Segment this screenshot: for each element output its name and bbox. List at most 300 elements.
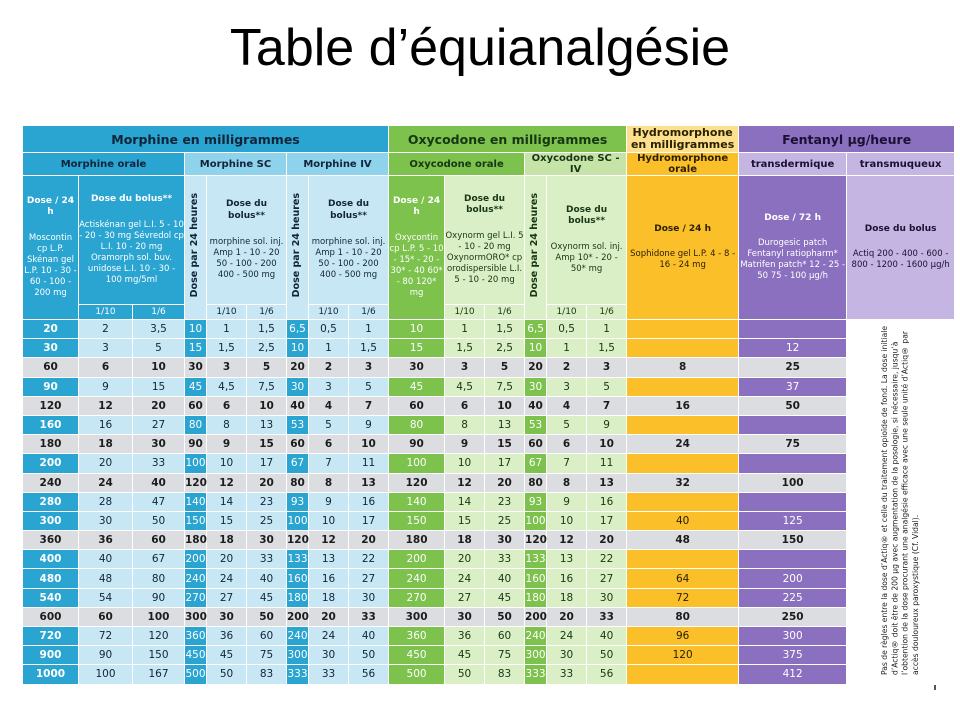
table-cell: 8 (207, 415, 247, 434)
table-cell: 14 (445, 492, 485, 511)
table-cell: 13 (485, 415, 525, 434)
table-cell: 15 (389, 339, 445, 358)
table-row (23, 531, 955, 550)
fent-td-header: Dose / 72 h Durogesic patch Fentanyl ratiopharm* Matrifen patch* 12 - 25 - 50 75 - 100 µg/h (739, 176, 847, 320)
table-cell: 9 (547, 492, 587, 511)
table-cell: 900 (23, 646, 79, 665)
table-cell: 50 (247, 607, 287, 626)
table-cell: 56 (349, 665, 389, 684)
table-cell: 5 (547, 415, 587, 434)
table-cell: 12 (309, 531, 349, 550)
table-cell: 80 (389, 415, 445, 434)
table-cell: 32 (627, 473, 739, 492)
table-cell: 45 (389, 377, 445, 396)
table-cell: 10 (445, 454, 485, 473)
table-cell: 8 (547, 473, 587, 492)
table-cell: 18 (445, 531, 485, 550)
table-cell: 10 (349, 435, 389, 454)
table-cell: 75 (247, 646, 287, 665)
table-row (23, 435, 955, 454)
table-cell: 27 (133, 415, 185, 434)
table-cell: 20 (349, 531, 389, 550)
table-cell: 17 (485, 454, 525, 473)
oxy-orale-24h-header: Dose / 24 h Oxycontin cp L.P. 5 - 10 - 15* - 20 - 30* - 40 60* - 80 120* mg (389, 176, 445, 320)
table-cell: 24 (547, 627, 587, 646)
table-cell (739, 454, 847, 473)
table-cell: 1 (207, 320, 247, 339)
table-cell: 50 (485, 607, 525, 626)
table-cell: 1,5 (247, 320, 287, 339)
table-cell: 120 (525, 531, 547, 550)
table-cell: 53 (525, 415, 547, 434)
table-cell: 2,5 (247, 339, 287, 358)
table-cell: 20 (525, 358, 547, 377)
table-cell: 30 (309, 646, 349, 665)
table-cell: 20 (587, 531, 627, 550)
group-morphine: Morphine en milligrammes (23, 126, 389, 153)
table-cell: 90 (133, 588, 185, 607)
table-cell: 83 (247, 665, 287, 684)
table-cell (627, 415, 739, 434)
fraction-sixth: 1/6 (349, 305, 389, 320)
table-cell: 56 (587, 665, 627, 684)
table-cell: 60 (485, 627, 525, 646)
table-cell: 10 (247, 396, 287, 415)
table-cell: 33 (485, 550, 525, 569)
fraction-sixth: 1/6 (133, 305, 185, 320)
table-cell: 9 (207, 435, 247, 454)
table-cell: 20 (445, 550, 485, 569)
table-cell: 4,5 (207, 377, 247, 396)
table-cell: 0,5 (547, 320, 587, 339)
table-cell: 90 (389, 435, 445, 454)
table-cell: 15 (247, 435, 287, 454)
table-cell: 25 (247, 511, 287, 530)
table-cell: 13 (247, 415, 287, 434)
group-oxycodone: Oxycodone en milligrammes (389, 126, 627, 153)
morph-sc-dose24-header: Dose par 24 heures (185, 176, 207, 320)
table-cell: 100 (389, 454, 445, 473)
table-cell: 720 (23, 627, 79, 646)
table-cell: 300 (739, 627, 847, 646)
table-cell: 240 (389, 569, 445, 588)
table-cell: 60 (287, 435, 309, 454)
oxy-sc-dose24-header: Dose par 24 heures (525, 176, 547, 320)
table-cell: 200 (739, 569, 847, 588)
table-cell: 7 (309, 454, 349, 473)
table-cell: 5 (309, 415, 349, 434)
table-cell: 22 (349, 550, 389, 569)
table-cell: 180 (287, 588, 309, 607)
table-cell: 45 (247, 588, 287, 607)
table-row (23, 454, 955, 473)
table-cell (627, 550, 739, 569)
table-cell: 20 (23, 320, 79, 339)
table-cell: 450 (389, 646, 445, 665)
table-cell: 48 (79, 569, 133, 588)
table-cell: 30 (485, 531, 525, 550)
fraction-sixth: 1/6 (587, 305, 627, 320)
table-cell (627, 454, 739, 473)
table-cell: 18 (547, 588, 587, 607)
table-cell: 450 (185, 646, 207, 665)
table-cell: 16 (309, 569, 349, 588)
fraction-tenth: 1/10 (547, 305, 587, 320)
table-cell: 8 (309, 473, 349, 492)
table-cell: 10 (287, 339, 309, 358)
table-cell: 333 (525, 665, 547, 684)
table-cell: 1 (445, 320, 485, 339)
table-cell: 90 (79, 646, 133, 665)
subgroup-transdermique: transdermique (739, 153, 847, 176)
table-cell: 100 (79, 665, 133, 684)
table-cell: 4 (547, 396, 587, 415)
table-cell: 50 (587, 646, 627, 665)
table-cell: 2,5 (485, 339, 525, 358)
table-cell: 2 (79, 320, 133, 339)
morph-sc-bolus-header: Dose du bolus** morphine sol. inj. Amp 1 - 10 - 20 50 - 100 - 200 400 - 500 mg (207, 176, 287, 305)
table-cell: 17 (587, 511, 627, 530)
table-cell: 100 (185, 454, 207, 473)
table-cell: 5 (587, 377, 627, 396)
table-cell: 24 (79, 473, 133, 492)
table-cell: 6,5 (525, 320, 547, 339)
table-cell: 15 (133, 377, 185, 396)
dose-rows (23, 320, 955, 685)
table-cell: 120 (185, 473, 207, 492)
table-cell: 20 (287, 358, 309, 377)
table-cell: 360 (389, 627, 445, 646)
table-cell: 140 (389, 492, 445, 511)
table-cell: 3 (207, 358, 247, 377)
table-cell: 12 (207, 473, 247, 492)
table-cell: 67 (133, 550, 185, 569)
table-cell: 60 (389, 396, 445, 415)
table-cell: 40 (247, 569, 287, 588)
table-cell: 3,5 (133, 320, 185, 339)
table-cell: 20 (485, 473, 525, 492)
table-cell: 600 (23, 607, 79, 626)
fraction-tenth: 1/10 (79, 305, 133, 320)
table-cell: 45 (485, 588, 525, 607)
table-cell: 93 (525, 492, 547, 511)
table-cell: 120 (287, 531, 309, 550)
table-cell: 160 (287, 569, 309, 588)
table-cell: 25 (485, 511, 525, 530)
table-cell: 250 (739, 607, 847, 626)
table-cell: 500 (389, 665, 445, 684)
table-cell: 6 (445, 396, 485, 415)
table-cell: 7,5 (247, 377, 287, 396)
table-cell: 300 (287, 646, 309, 665)
table-cell: 40 (349, 627, 389, 646)
table-cell: 48 (627, 531, 739, 550)
table-cell: 280 (23, 492, 79, 511)
table-cell: 120 (627, 646, 739, 665)
table-cell: 1,5 (349, 339, 389, 358)
table-cell: 50 (207, 665, 247, 684)
table-cell: 180 (23, 435, 79, 454)
table-cell: 1 (587, 320, 627, 339)
table-cell: 20 (247, 473, 287, 492)
table-cell: 0,5 (309, 320, 349, 339)
table-cell: 33 (349, 607, 389, 626)
table-cell: 33 (309, 665, 349, 684)
group-hydromorphone: Hydromorphone en milligrammes (627, 126, 739, 153)
table-row (23, 492, 955, 511)
table-cell: 64 (627, 569, 739, 588)
group-fentanyl: Fentanyl µg/heure (739, 126, 955, 153)
table-cell: 25 (739, 358, 847, 377)
table-cell: 30 (185, 358, 207, 377)
table-cell (627, 665, 739, 684)
table-cell: 40 (485, 569, 525, 588)
table-cell: 1,5 (207, 339, 247, 358)
table-cell: 20 (79, 454, 133, 473)
hydro-24h-header: Dose / 24 h Sophidone gel L.P. 4 - 8 - 16 - 24 mg (627, 176, 739, 320)
table-cell: 18 (207, 531, 247, 550)
table-cell: 36 (207, 627, 247, 646)
table-cell: 7,5 (485, 377, 525, 396)
table-cell: 400 (23, 550, 79, 569)
table-cell: 5 (133, 339, 185, 358)
table-cell: 80 (627, 607, 739, 626)
table-row (23, 569, 955, 588)
table-cell: 33 (587, 607, 627, 626)
table-row (23, 607, 955, 626)
table-cell: 167 (133, 665, 185, 684)
subgroup-oxycodone-sc-iv: Oxycodone SC - IV (525, 153, 627, 176)
table-cell: 17 (247, 454, 287, 473)
table-cell: 11 (349, 454, 389, 473)
table-cell: 3 (309, 377, 349, 396)
table-cell: 13 (349, 473, 389, 492)
table-cell: 33 (247, 550, 287, 569)
table-cell: 4 (309, 396, 349, 415)
table-row (23, 415, 955, 434)
table-cell: 12 (739, 339, 847, 358)
table-cell: 20 (207, 550, 247, 569)
table-cell: 200 (23, 454, 79, 473)
table-cell: 3 (587, 358, 627, 377)
table-cell: 12 (445, 473, 485, 492)
table-cell: 11 (587, 454, 627, 473)
table-cell: 120 (23, 396, 79, 415)
table-cell: 9 (79, 377, 133, 396)
morph-iv-bolus-header: Dose du bolus** morphine sol. inj. Amp 1 - 10 - 20 50 - 100 - 200 400 - 500 mg (309, 176, 389, 305)
table-cell: 36 (79, 531, 133, 550)
subgroup-morphine-iv: Morphine IV (287, 153, 389, 176)
table-cell: 54 (79, 588, 133, 607)
table-cell: 150 (133, 646, 185, 665)
table-cell: 24 (207, 569, 247, 588)
table-cell: 60 (525, 435, 547, 454)
table-cell: 7 (587, 396, 627, 415)
table-cell: 180 (389, 531, 445, 550)
table-cell: 270 (389, 588, 445, 607)
table-cell: 200 (287, 607, 309, 626)
table-cell: 30 (547, 646, 587, 665)
table-cell: 30 (389, 358, 445, 377)
table-cell: 30 (525, 377, 547, 396)
table-cell (739, 492, 847, 511)
oxy-sc-bolus-header: Dose du bolus** Oxynorm sol. inj. Amp 10* - 20 - 50* mg (547, 176, 627, 305)
table-cell: 40 (587, 627, 627, 646)
table-cell: 10 (485, 396, 525, 415)
table-cell: 16 (627, 396, 739, 415)
table-cell: 240 (185, 569, 207, 588)
table-cell: 67 (525, 454, 547, 473)
table-cell: 72 (627, 588, 739, 607)
fent-tm-header: Dose du bolus Actiq 200 - 400 - 600 - 800 - 1200 - 1600 µg/h (847, 176, 955, 320)
table-cell: 27 (349, 569, 389, 588)
table-cell: 33 (547, 665, 587, 684)
table-row (23, 320, 955, 339)
table-cell: 540 (23, 588, 79, 607)
morph-orale-24h-header: Dose / 24 h Moscontin cp L.P. Skénan gel L.P. 10 - 30 - 60 - 100 - 200 mg (23, 176, 79, 320)
subgroup-hydromorphone-orale: Hydromorphone orale (627, 153, 739, 176)
table-row (23, 358, 955, 377)
table-cell: 360 (185, 627, 207, 646)
table-cell: 100 (739, 473, 847, 492)
table-cell: 67 (287, 454, 309, 473)
table-cell: 3 (445, 358, 485, 377)
table-cell: 13 (547, 550, 587, 569)
table-cell: 140 (185, 492, 207, 511)
table-cell: 60 (79, 607, 133, 626)
table-cell: 1 (349, 320, 389, 339)
table-cell: 30 (287, 377, 309, 396)
table-cell: 6 (207, 396, 247, 415)
fraction-tenth: 1/10 (445, 305, 485, 320)
table-cell: 6,5 (287, 320, 309, 339)
table-cell (627, 492, 739, 511)
table-cell: 3 (79, 339, 133, 358)
table-cell: 47 (133, 492, 185, 511)
table-cell: 30 (445, 607, 485, 626)
table-cell: 30 (207, 607, 247, 626)
table-cell: 120 (133, 627, 185, 646)
table-cell: 10 (547, 511, 587, 530)
table-cell: 30 (79, 511, 133, 530)
table-cell: 80 (185, 415, 207, 434)
table-cell: 300 (185, 607, 207, 626)
morph-orale-bolus-header: Dose du bolus** Actiskénan gel L.I. 5 - 10 - 20 - 30 mg Sévredol cp L.I. 10 - 20 mg Oramorph sol. buv. unidose L.I. 10 - 30 - 100 mg/5ml (79, 176, 185, 305)
table-cell: 45 (445, 646, 485, 665)
table-cell: 27 (207, 588, 247, 607)
table-cell: 27 (445, 588, 485, 607)
table-cell: 12 (79, 396, 133, 415)
table-cell: 50 (445, 665, 485, 684)
table-cell: 28 (79, 492, 133, 511)
table-cell: 8 (445, 415, 485, 434)
table-cell: 15 (207, 511, 247, 530)
table-cell: 133 (287, 550, 309, 569)
table-cell: 17 (349, 511, 389, 530)
table-row (23, 627, 955, 646)
table-cell: 1000 (23, 665, 79, 684)
table-cell: 93 (287, 492, 309, 511)
subgroup-morphine-orale: Morphine orale (23, 153, 185, 176)
table-cell: 9 (445, 435, 485, 454)
oxy-orale-bolus-header: Dose du bolus** Oxynorm gel L.I. 5 - 10 - 20 mg OxynormORO* cp orodispersible L.I. 5 - 10 - 20 mg (445, 176, 525, 305)
table-cell: 13 (309, 550, 349, 569)
table-cell: 240 (525, 627, 547, 646)
table-cell: 50 (133, 511, 185, 530)
table-cell (739, 320, 847, 339)
fraction-tenth: 1/10 (309, 305, 349, 320)
table-cell: 6 (309, 435, 349, 454)
table-cell: 40 (133, 473, 185, 492)
table-cell: 15 (445, 511, 485, 530)
table-cell: 30 (133, 435, 185, 454)
table-cell: 45 (207, 646, 247, 665)
table-cell: 1,5 (445, 339, 485, 358)
table-cell: 2 (547, 358, 587, 377)
table-row (23, 665, 955, 684)
table-cell: 23 (485, 492, 525, 511)
table-cell: 100 (133, 607, 185, 626)
table-row (23, 396, 955, 415)
table-cell: 1 (309, 339, 349, 358)
table-cell: 10 (309, 511, 349, 530)
table-cell: 13 (587, 473, 627, 492)
table-cell: 7 (547, 454, 587, 473)
table-cell: 83 (485, 665, 525, 684)
table-cell: 180 (525, 588, 547, 607)
table-cell (739, 550, 847, 569)
table-cell: 75 (485, 646, 525, 665)
table-cell: 412 (739, 665, 847, 684)
table-cell: 375 (739, 646, 847, 665)
table-cell: 50 (739, 396, 847, 415)
table-row (23, 473, 955, 492)
table-cell: 200 (525, 607, 547, 626)
table-cell: 500 (185, 665, 207, 684)
table-cell: 30 (23, 339, 79, 358)
table-cell: 16 (349, 492, 389, 511)
table-cell: 480 (23, 569, 79, 588)
table-cell: 7 (349, 396, 389, 415)
table-cell: 36 (445, 627, 485, 646)
table-row (23, 588, 955, 607)
table-cell: 150 (739, 531, 847, 550)
fraction-sixth: 1/6 (485, 305, 525, 320)
table-cell: 10 (185, 320, 207, 339)
subgroup-morphine-sc: Morphine SC (185, 153, 287, 176)
table-cell: 5 (247, 358, 287, 377)
table-cell: 60 (185, 396, 207, 415)
table-cell: 270 (185, 588, 207, 607)
table-row (23, 550, 955, 569)
table-cell: 100 (287, 511, 309, 530)
table-cell: 1,5 (587, 339, 627, 358)
table-cell: 3 (349, 358, 389, 377)
table-cell: 15 (185, 339, 207, 358)
table-cell: 5 (349, 377, 389, 396)
table-cell: 5 (485, 358, 525, 377)
table-cell: 125 (739, 511, 847, 530)
table-cell (739, 415, 847, 434)
table-cell: 120 (389, 473, 445, 492)
table-cell: 96 (627, 627, 739, 646)
table-cell: 16 (79, 415, 133, 434)
table-cell: 45 (185, 377, 207, 396)
table-cell: 333 (287, 665, 309, 684)
table-cell: 30 (247, 531, 287, 550)
table-cell: 60 (133, 531, 185, 550)
table-cell: 150 (185, 511, 207, 530)
